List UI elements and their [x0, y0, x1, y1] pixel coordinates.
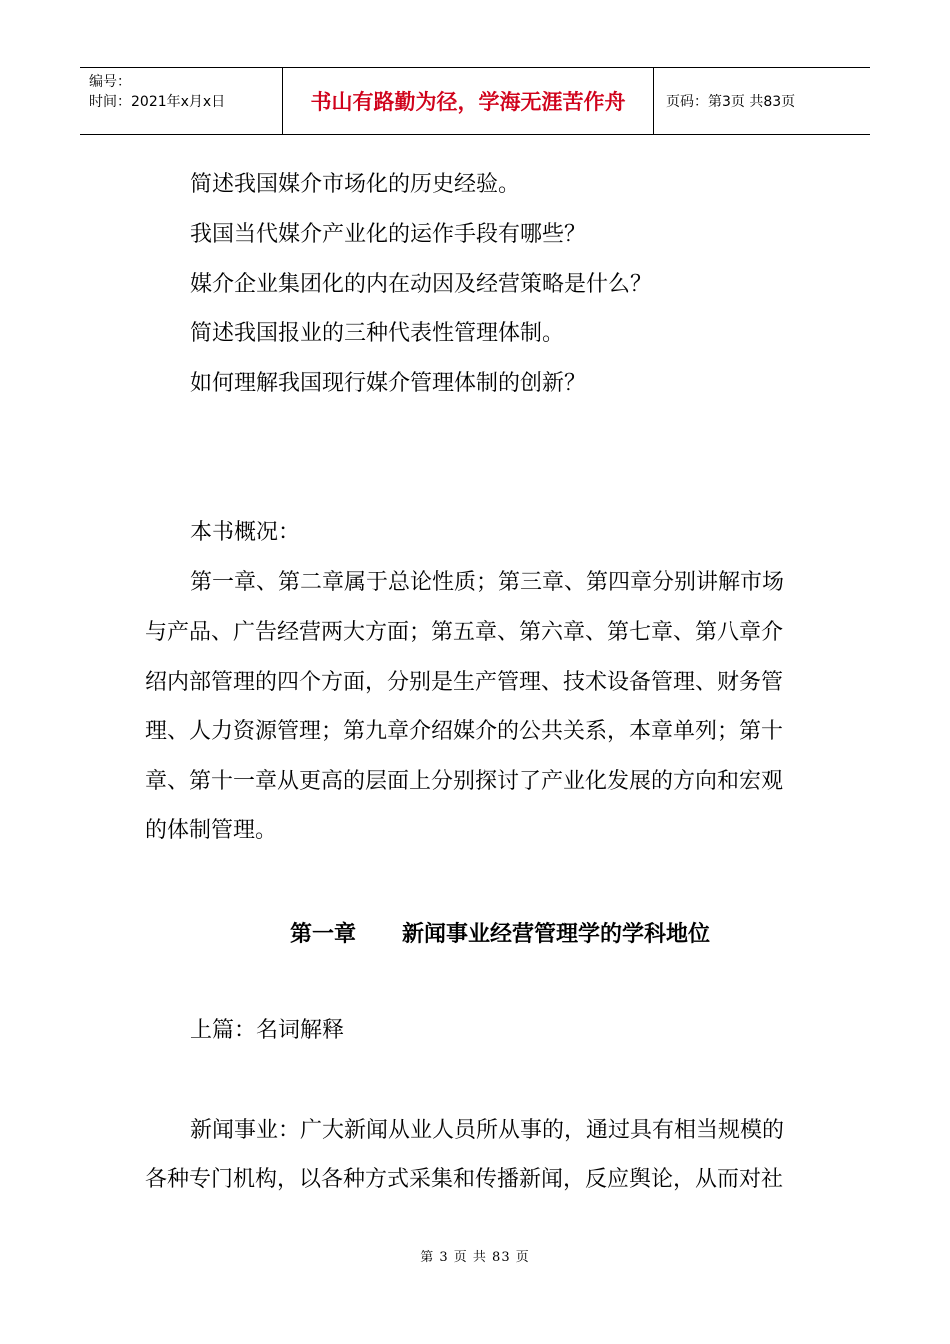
overview-line: 第一章、第二章属于总论性质；第三章、第四章分别讲解市场 [190, 570, 785, 595]
header-motto: 书山有路勤为径，学海无涯苦作舟 [282, 68, 654, 134]
overview-heading: 本书概况： [190, 520, 301, 545]
overview-line: 绍内部管理的四个方面，分别是生产管理、技术设备管理、财务管 [145, 670, 784, 695]
chapter-title: 第一章 新闻事业经营管理学的学科地位 [290, 922, 710, 947]
question-5: 如何理解我国现行媒介管理体制的创新？ [190, 371, 587, 396]
definition-line: 新闻事业：广大新闻从业人员所从事的，通过具有相当规模的 [190, 1118, 785, 1143]
overview-line: 章、第十一章从更高的层面上分别探讨了产业化发展的方向和宏观 [145, 769, 784, 794]
section-heading: 上篇：名词解释 [190, 1018, 345, 1043]
overview-line: 理、人力资源管理；第九章介绍媒介的公共关系，本章单列；第十 [145, 719, 784, 744]
question-1: 简述我国媒介市场化的历史经验。 [190, 172, 521, 197]
header-number: 编号： [89, 74, 131, 90]
question-4: 简述我国报业的三种代表性管理体制。 [190, 321, 565, 346]
overview-line: 与产品、广告经营两大方面；第五章、第六章、第七章、第八章介 [145, 620, 784, 645]
overview-line: 的体制管理。 [145, 818, 278, 843]
definition-line: 各种专门机构，以各种方式采集和传播新闻，反应舆论，从而对社 [145, 1167, 784, 1192]
page-footer: 第 3 页 共 83 页 [420, 1250, 530, 1265]
header-time: 时间：2021年x月x日 [89, 94, 226, 110]
header-page-info: 页码：第3页 共83页 [666, 94, 796, 110]
question-2: 我国当代媒介产业化的运作手段有哪些？ [190, 222, 587, 247]
page-header [80, 67, 870, 135]
question-3: 媒介企业集团化的内在动因及经营策略是什么？ [190, 272, 653, 297]
header-meta [80, 68, 282, 134]
